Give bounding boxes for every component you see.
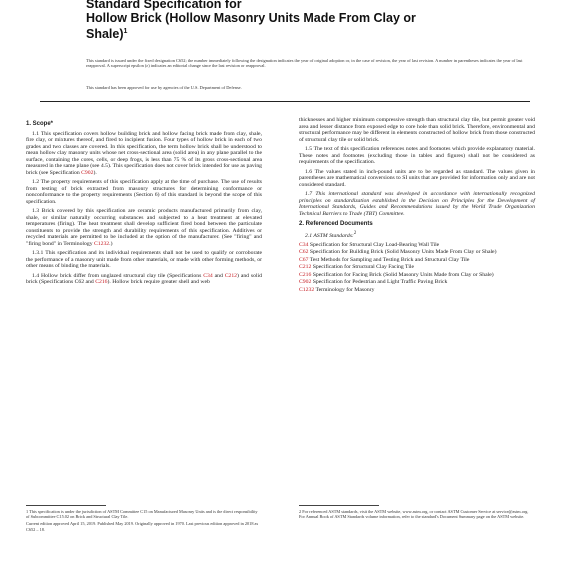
ref-title: Specification for Structural Clay Load-Bearing Wall Tile [308,241,440,248]
ref-title: Specification for Facing Brick (Solid Masonry Units Made from Clay or Shale) [311,271,494,278]
paragraph-1-5: 1.5 The text of this specification references notes and footnotes which provide explanatory material. These notes and footnotes (excluding those in tables and figures) shall not be considered as requirements of the specification. [299,146,535,165]
ref-code-link[interactable]: C216 [299,271,312,278]
astm-standards-intro [299,231,535,239]
paragraph-1-3-1: 1.3.1 This specification and its individual requirements shall not be used to qualify or corroborate the performance of a masonry unit made from other materials, or made with other forming methods, or other means of binding the materials. [26,250,262,269]
ref-title: Test Methods for Sampling and Testing Brick and Structural Clay Tile [308,256,470,263]
footnote-edition: Current edition approved April 15, 2019. Published May 2019. Originally approved in 1970. Last previous edition approved in 2018 as C652 – 18. [26,521,259,532]
paragraph-1-4 [26,273,262,286]
list-item [299,242,535,249]
title-line-3-text: Shale) [86,27,124,41]
paragraph-1-6: 1.6 The values stated in inch-pound units are to be regarded as standard. The values given in parentheses are mathematical conversions to SI units that are provided for information only and are not considered standard. [299,168,535,188]
ref-code-link[interactable]: C67 [299,256,309,263]
paragraph-1-4-continued: thicknesses and higher minimum compressive strength than structural clay tile, but permit greater void area and lesser distance from exposed edge to core hole than solid brick. Therefore, environmental and structural performance may be different in elements constructed of hollow brick from those constructed of structural clay tile or solid brick. [299,117,535,143]
designation-note: This standard is issued under the fixed designation C652; the number immediately following the designation indicates the year of original adoption or, in the case of revision, the year of last revision. A number in parentheses indicates the year of last reapproval. A superscript epsilon (ε) indicates an editorial change since the last revision or reapproval. [86,58,523,69]
left-column [26,117,262,289]
ref-code-link[interactable]: C902 [299,279,312,286]
paragraph-1-4-and: and [212,272,225,279]
paragraph-1-1 [26,131,262,177]
astm-standards-footnote-marker: 2 [353,230,357,236]
paragraph-1-2: 1.2 The property requirements of this specification apply at the time of purchase. The use of results from testing of brick extracted from masonry structures for determining conformance or nonconformance to the property requirements (Section 6) of this standard is beyond the scope of this specification. [26,179,262,205]
referenced-documents-heading: 2. Referenced Documents [299,221,373,227]
right-footnotes [299,505,535,521]
left-footnotes [26,505,262,534]
list-item [299,264,535,271]
ref-link-c34[interactable]: C34 [203,272,213,279]
paragraph-1-4-mid: ) and solid brick (Specifications C62 and [26,272,262,285]
title-line-1: Standard Specification for [86,0,242,11]
ref-title: Terminology for Masonry [314,286,375,293]
list-item [299,279,535,286]
dod-approval-note: This standard has been approved for use by agencies of the U.S. Department of Defense. [86,85,242,90]
scope-heading: 1. Scope* [26,121,54,127]
document-title [86,0,506,41]
ref-code-link[interactable]: C34 [299,241,309,248]
list-item [299,257,535,264]
ref-link-c1232[interactable]: C1232 [93,240,110,247]
paragraph-1-4-end: ). Hollow brick require greater shell and web [107,279,210,285]
ref-link-c902[interactable]: C902 [81,169,94,176]
paragraph-1-3-text: 1.3 Brick covered by this specification are ceramic products manufactured primarily from clay, shale, or similar naturally occurring substances and subjected to a heat treatment at elevated temperatures (firing). The heat treatment shall develop sufficient fired bond between the particulate constituents to provide the strength and durability requirements of this specification. Additives or recycled materials are permitted to be included at the option of the manufacturer. (See "firing" and "firing bond" in Terminology [26,208,262,247]
ref-code-link[interactable]: C1232 [299,286,315,293]
paragraph-1-1-end: ). [93,169,97,176]
ref-code-link[interactable]: C212 [299,264,312,271]
footnote-divider [299,505,379,506]
paragraph-1-4-text: 1.4 Hollow brick differ from unglazed structural clay tile (Specifications [32,272,204,279]
title-line-2: Hollow Brick (Hollow Masonry Units Made From Clay or [86,11,416,25]
footnote-1: 1 This specification is under the jurisdiction of ASTM Committee C15 on Manufactured Masonry Units and is the direct responsibility of Subcommittee C15.02 on Brick and Structural Clay Tile. [26,509,258,520]
astm-standards-label: 2.1 ASTM Standards: [305,232,354,239]
list-item [299,272,535,279]
ref-link-c212[interactable]: C212 [224,272,238,279]
paragraph-1-1-text: 1.1 This specification covers hollow building brick and hollow facing brick made from clay, shale, fire clay, or mixtures thereof, and fired to incipient fusion. Four types of hollow brick in each of two grades and two classes are covered. In this specification, the term hollow brick shall be understood to mean hollow clay masonry units whose net cross-sectional area (solid area) in any plane parallel to the surface, containing the cores, cells, or deep frogs, is less than 75 % of its gross cross-sectional area measured in the same plane (see 4.5). This specification does not cover brick intended for use as paving brick (see Specification [26,130,263,176]
header-divider [40,101,530,102]
footnote-divider [26,505,106,506]
paragraph-1-3 [26,208,262,247]
ref-title: Specification for Structural Clay Facing Tile [311,264,415,271]
ref-link-c216[interactable]: C216 [95,279,108,285]
list-item [299,249,535,256]
footnote-2: 2 For referenced ASTM standards, visit the ASTM website, www.astm.org, or contact ASTM Customer Service at service@astm.org. For Annual Book of ASTM Standards volume information, refer to the standard's Document Summary page on the ASTM website. [299,509,529,520]
right-column [299,117,535,294]
paragraph-1-3-end: .) [109,240,113,247]
ref-code-link[interactable]: C62 [299,249,309,256]
title-line-3 [86,25,506,41]
paragraph-1-7: 1.7 This international standard was developed in accordance with internationally recognized principles on standardization established in the Decision on Principles for the Development of International Standards, Guides and Recommendations issued by the World Trade Organization Technical Barriers to Trade (TBT) Committee. [299,191,535,217]
reference-list [299,242,535,294]
title-footnote-marker: 1 [123,28,128,35]
list-item [299,287,535,294]
ref-title: Specification for Pedestrian and Light Traffic Paving Brick [311,279,448,286]
ref-title: Specification for Building Brick (Solid Masonry Units Made From Clay or Shale) [308,249,497,256]
